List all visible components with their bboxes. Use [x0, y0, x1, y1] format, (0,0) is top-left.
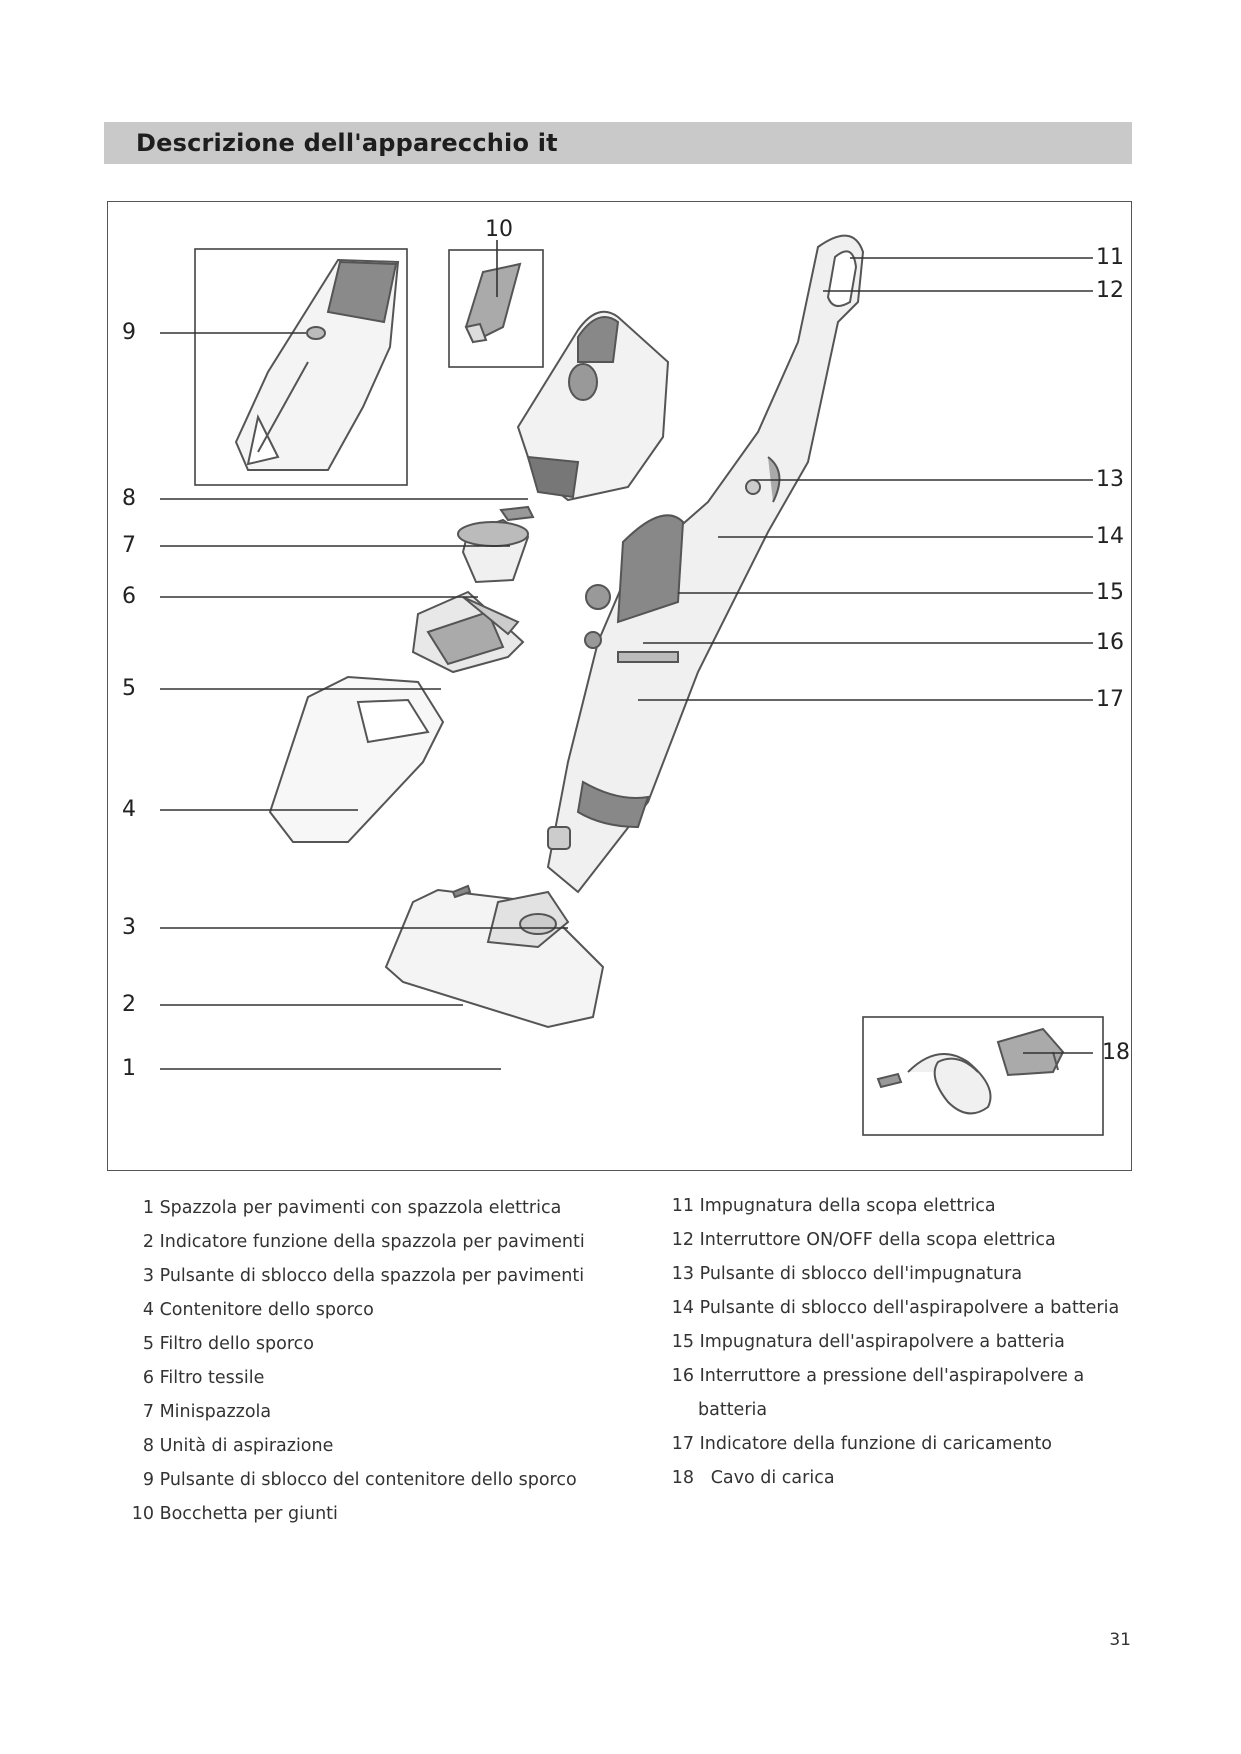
legend-item: 10 Bocchetta per giunti [131, 1504, 338, 1524]
callout-3: 3 [122, 915, 136, 940]
callout-7: 7 [122, 533, 136, 558]
handheld-unit-illustration [236, 260, 398, 470]
legend-item: 13 Pulsante di sblocco dell'impugnatura [671, 1264, 1023, 1284]
suction-unit-illustration [518, 312, 668, 500]
callout-18: 18 [1102, 1040, 1130, 1065]
callout-15: 15 [1096, 580, 1124, 605]
legend-item: 11 Impugnatura della scopa elettrica [671, 1196, 996, 1216]
callout-1: 1 [122, 1056, 136, 1081]
legend-item: 2 Indicatore funzione della spazzola per pavimenti [142, 1232, 585, 1252]
legend-item: 1 Spazzola per pavimenti con spazzola elettrica [142, 1198, 562, 1218]
callout-13: 13 [1096, 467, 1124, 492]
legend-item: 15 Impugnatura dell'aspirapolvere a batteria [671, 1332, 1065, 1352]
legend-item: 12 Interruttore ON/OFF della scopa elettrica [671, 1230, 1056, 1250]
legend-item: 3 Pulsante di sblocco della spazzola per pavimenti [142, 1266, 585, 1286]
section-header [104, 122, 1132, 164]
page-number: 31 [1109, 1630, 1131, 1650]
legend-item: 14 Pulsante di sblocco dell'aspirapolvere a batteria [671, 1298, 1120, 1318]
legend-item: 4 Contenitore dello sporco [142, 1300, 374, 1320]
legend-item: 17 Indicatore della funzione di caricamento [671, 1434, 1053, 1454]
callout-12: 12 [1096, 278, 1124, 303]
crevice-tool-illustration [466, 264, 520, 342]
dirt-container-illustration [270, 677, 443, 842]
legend-item: 8 Unità di aspirazione [142, 1436, 334, 1456]
appliance-diagram [107, 201, 1132, 1171]
callout-6: 6 [122, 584, 136, 609]
legend-item: 16 Interruttore a pressione dell'aspirapolvere a [671, 1366, 1085, 1386]
legend-item: 6 Filtro tessile [142, 1368, 265, 1388]
callout-5: 5 [122, 676, 136, 701]
callout-2: 2 [122, 992, 136, 1017]
section-title: Descrizione dell'apparecchio it [136, 129, 558, 157]
callout-17: 17 [1096, 687, 1124, 712]
legend-item: 5 Filtro dello sporco [142, 1334, 314, 1354]
charger-cable-illustration [878, 1029, 1063, 1113]
textile-filter-illustration [458, 520, 528, 582]
legend-item: 18 Cavo di carica [671, 1468, 835, 1488]
callout-14: 14 [1096, 524, 1124, 549]
legend-item: 9 Pulsante di sblocco del contenitore dello sporco [142, 1470, 577, 1490]
callout-11: 11 [1096, 245, 1124, 270]
callout-10: 10 [485, 217, 513, 242]
callout-9: 9 [122, 320, 136, 345]
diagram-drawing [108, 202, 1133, 1172]
callout-8: 8 [122, 486, 136, 511]
callout-4: 4 [122, 797, 136, 822]
mini-brush-illustration [501, 507, 533, 520]
floor-brush-illustration [386, 886, 603, 1027]
dirt-filter-illustration [413, 592, 523, 672]
callout-16: 16 [1096, 630, 1124, 655]
legend-item: batteria [698, 1400, 768, 1420]
legend-item: 7 Minispazzola [142, 1402, 272, 1422]
